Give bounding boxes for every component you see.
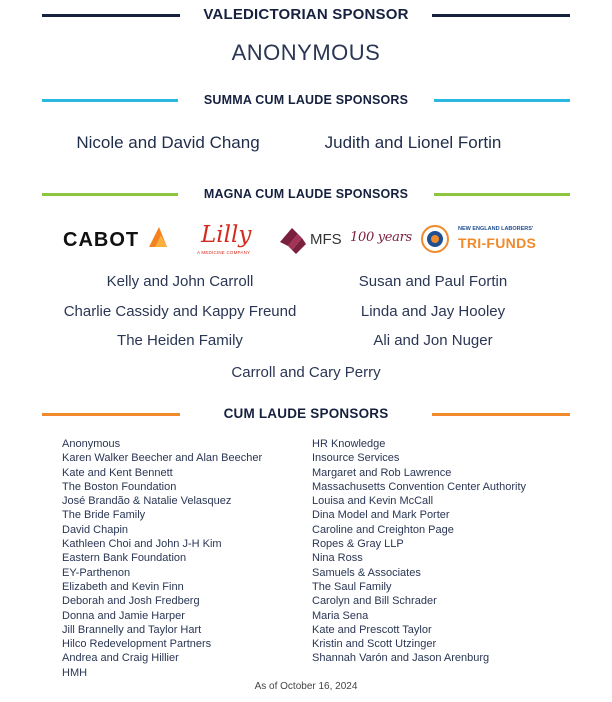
magna-name-left-1: Kelly and John Carroll bbox=[106, 273, 254, 290]
list-item: The Bride Family bbox=[62, 509, 146, 522]
valedictorian-title: VALEDICTORIAN SPONSOR bbox=[203, 6, 409, 23]
list-item: Donna and Jamie Harper bbox=[62, 609, 185, 622]
list-item: Carolyn and Bill Schrader bbox=[312, 595, 437, 608]
list-item: José Brandão & Natalie Velasquez bbox=[62, 495, 232, 508]
lilly-logo bbox=[195, 222, 261, 258]
list-item: Massachusetts Convention Center Authority bbox=[312, 480, 527, 493]
list-item: The Saul Family bbox=[312, 580, 392, 593]
list-item: The Boston Foundation bbox=[62, 480, 177, 493]
mfs-mark-icon bbox=[278, 224, 308, 254]
list-item: Kathleen Choi and John J-H Kim bbox=[62, 538, 222, 551]
cum-title: CUM LAUDE SPONSORS bbox=[223, 406, 389, 421]
list-item: Louisa and Kevin McCall bbox=[312, 495, 434, 508]
as-of-date: As of October 16, 2024 bbox=[254, 681, 358, 692]
list-item: Ropes & Gray LLP bbox=[312, 538, 404, 551]
list-item: Samuels & Associates bbox=[312, 566, 421, 579]
list-item: Hilco Redevelopment Partners bbox=[62, 638, 212, 651]
list-item: Eastern Bank Foundation bbox=[62, 552, 187, 565]
magna-name-right-2: Linda and Jay Hooley bbox=[360, 303, 506, 320]
magna-name-right-1: Susan and Paul Fortin bbox=[358, 273, 508, 290]
mfs-wordmark: MFS bbox=[310, 231, 342, 248]
list-item: Dina Model and Mark Porter bbox=[312, 509, 450, 522]
list-item: Caroline and Creighton Page bbox=[312, 523, 454, 536]
list-item: David Chapin bbox=[62, 523, 129, 536]
mfs-logo bbox=[278, 222, 412, 258]
list-item: Nina Ross bbox=[312, 552, 363, 565]
list-item: Kate and Prescott Taylor bbox=[312, 623, 432, 636]
cum-list-right bbox=[312, 437, 526, 666]
cum-list-left bbox=[62, 437, 262, 680]
magna-name-left-3: The Heiden Family bbox=[117, 332, 243, 349]
list-item: HMH bbox=[62, 666, 88, 679]
cabot-flame-icon bbox=[147, 225, 169, 249]
list-item: Karen Walker Beecher and Alan Beecher bbox=[62, 452, 263, 465]
list-item: Maria Sena bbox=[312, 609, 369, 622]
magna-title: MAGNA CUM LAUDE SPONSORS bbox=[203, 187, 409, 201]
summa-name-2: Judith and Lionel Fortin bbox=[324, 133, 502, 152]
list-item: Jill Brannelly and Taylor Hart bbox=[62, 623, 202, 636]
magna-name-left-2: Charlie Cassidy and Kappy Freund bbox=[63, 303, 297, 320]
list-item: Margaret and Rob Lawrence bbox=[312, 466, 452, 479]
list-item: Deborah and Josh Fredberg bbox=[62, 595, 200, 608]
list-item: Elizabeth and Kevin Finn bbox=[62, 580, 184, 593]
list-item: Kristin and Scott Utzinger bbox=[312, 638, 437, 651]
lilly-wordmark: Lilly bbox=[201, 222, 252, 248]
list-item: Kate and Kent Bennett bbox=[62, 466, 173, 479]
list-item: Andrea and Craig Hillier bbox=[62, 652, 179, 665]
magna-name-right-3: Ali and Jon Nuger bbox=[373, 332, 493, 349]
trifunds-top-text: NEW ENGLAND LABORERS' bbox=[458, 226, 534, 232]
list-item: Anonymous bbox=[62, 438, 121, 450]
lilly-tagline: A MEDICINE COMPANY bbox=[197, 250, 251, 255]
valedictorian-sponsor: ANONYMOUS bbox=[231, 40, 381, 65]
magna-name-center: Carroll and Cary Perry bbox=[231, 364, 381, 381]
mfs-years: 100 years bbox=[350, 230, 412, 245]
cabot-wordmark: CABOT bbox=[63, 229, 140, 251]
trifunds-main-text: TRI-FUNDS bbox=[458, 235, 537, 251]
cabot-logo bbox=[63, 225, 173, 255]
trifunds-seal-icon bbox=[420, 224, 450, 254]
summa-name-1: Nicole and David Chang bbox=[76, 133, 260, 152]
list-item: Shannah Varón and Jason Arenburg bbox=[312, 652, 490, 665]
list-item: EY-Parthenon bbox=[62, 566, 131, 579]
summa-title: SUMMA CUM LAUDE SPONSORS bbox=[203, 93, 409, 107]
list-item: Insource Services bbox=[312, 452, 400, 465]
list-item: HR Knowledge bbox=[312, 438, 386, 450]
trifunds-logo bbox=[420, 224, 550, 256]
